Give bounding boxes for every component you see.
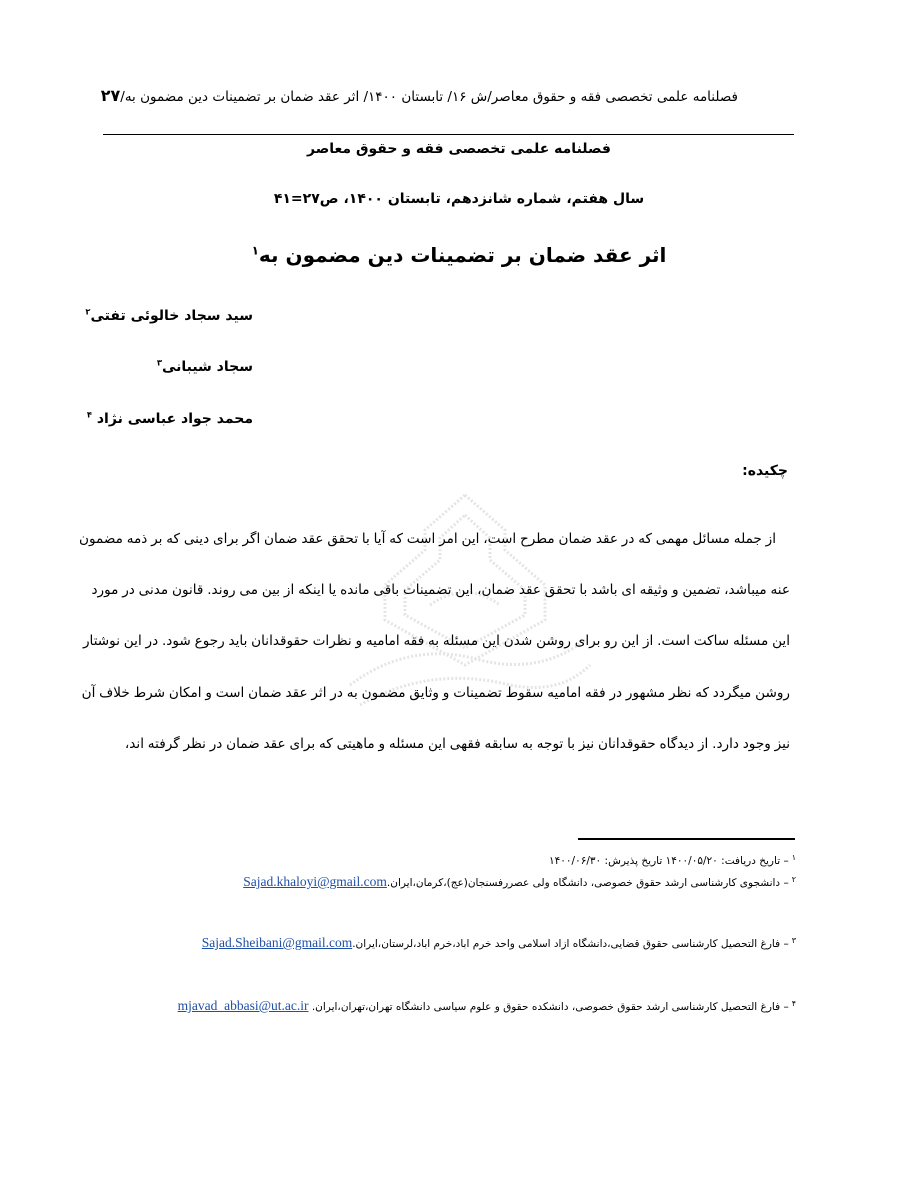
author-footnote-ref[interactable]: ۴: [86, 409, 92, 420]
abstract-line: روشن میگردد که نظر مشهور در فقه امامیه سقوط تضمینات و وثایق مضمون به در اثر عقد ضمان است و امکان شرط خلاف آن: [81, 685, 790, 701]
abstract-heading: چکیده:: [742, 463, 788, 479]
author-email-link[interactable]: Sajad.khaloyi@gmail.com: [243, 874, 387, 889]
author-email-link[interactable]: mjavad_abbasi@ut.ac.ir: [177, 998, 309, 1013]
abstract-line: نیز وجود دارد. از دیدگاه حقوقدانان نیز با توجه به سابقه فقهی این مسئله و ماهیتی که برای عقد ضمان در نظر گرفته اند،: [124, 736, 790, 752]
footnote-text: – فارغ التحصیل کارشناسی ارشد حقوق خصوصی، دانشکده حقوق و علوم سیاسی دانشگاه تهران،تهران،ایران.: [308, 1001, 789, 1013]
page-number: ۲۷: [100, 86, 121, 105]
footnote-number: ۳: [791, 935, 796, 945]
author-email-link[interactable]: Sajad.Sheibani@gmail.com: [201, 935, 353, 950]
title-footnote-ref[interactable]: ۱: [251, 243, 259, 258]
abstract-line: این مسئله ساکت است. از این رو برای روشن شدن این مسئله به فقه امامیه و نظرات حقوقدانان باید رجوع شود. در این نوشتار: [82, 633, 790, 649]
running-head-text: فصلنامه علمی تخصصی فقه و حقوق معاصر/ش ۱۶/ تابستان ۱۴۰۰/ اثر عقد ضمان بر تضمینات دین مضمون به/: [120, 89, 738, 105]
footnote-number: ۲: [791, 874, 796, 884]
footnote-1: [549, 853, 796, 869]
paper-title-text: اثر عقد ضمان بر تضمینات دین مضمون به: [258, 243, 667, 267]
footnote-4: [178, 998, 796, 1015]
author-footnote-ref[interactable]: ۳: [156, 357, 162, 368]
author-name: سید سجاد خالوئی تفتی: [90, 308, 253, 324]
footnote-number: ۱: [791, 852, 796, 862]
journal-name: فصلنامه علمی تخصصی فقه و حقوق معاصر: [307, 141, 611, 157]
footnote-text: – فارغ التحصیل کارشناسی حقوق قضایی،دانشگاه ازاد اسلامی واحد خرم اباد،خرم اباد،لرستان،ایران.: [352, 938, 789, 950]
footnote-3: [202, 935, 796, 952]
abstract-line: از جمله مسائل مهمی که در عقد ضمان مطرح است، این امر است که آیا با تحقق عقد ضمان اگر برای دینی که بر ذمه مضمون: [78, 531, 776, 547]
footnote-rule: [578, 838, 795, 840]
author-name: سجاد شیبانی: [161, 359, 253, 375]
footnote-number: ۴: [791, 998, 796, 1008]
issue-info: سال هفتم، شماره شانزدهم، تابستان ۱۴۰۰، ص۲۷=۴۱: [273, 191, 645, 207]
footnote-text: – تاریخ دریافت: ۱۴۰۰/۰۵/۲۰ تاریخ پذیرش: ۱۴۰۰/۰۶/۳۰: [548, 855, 789, 867]
footnote-text: – دانشجوی کارشناسی ارشد حقوق خصوصی، دانشگاه ولی عصررفسنجان(عج)،کرمان،ایران.: [386, 877, 789, 889]
author-footnote-ref[interactable]: ۲: [85, 306, 91, 317]
footnote-2: [243, 874, 796, 891]
author-name: محمد جواد عباسی نژاد: [96, 411, 253, 427]
abstract-line: عنه میباشد، تضمین و وثیقه ای باشد با تحقق عقد ضمان، این تضمینات باقی مانده یا اینکه از بین می روند. قانون مدنی در مورد: [91, 582, 790, 598]
